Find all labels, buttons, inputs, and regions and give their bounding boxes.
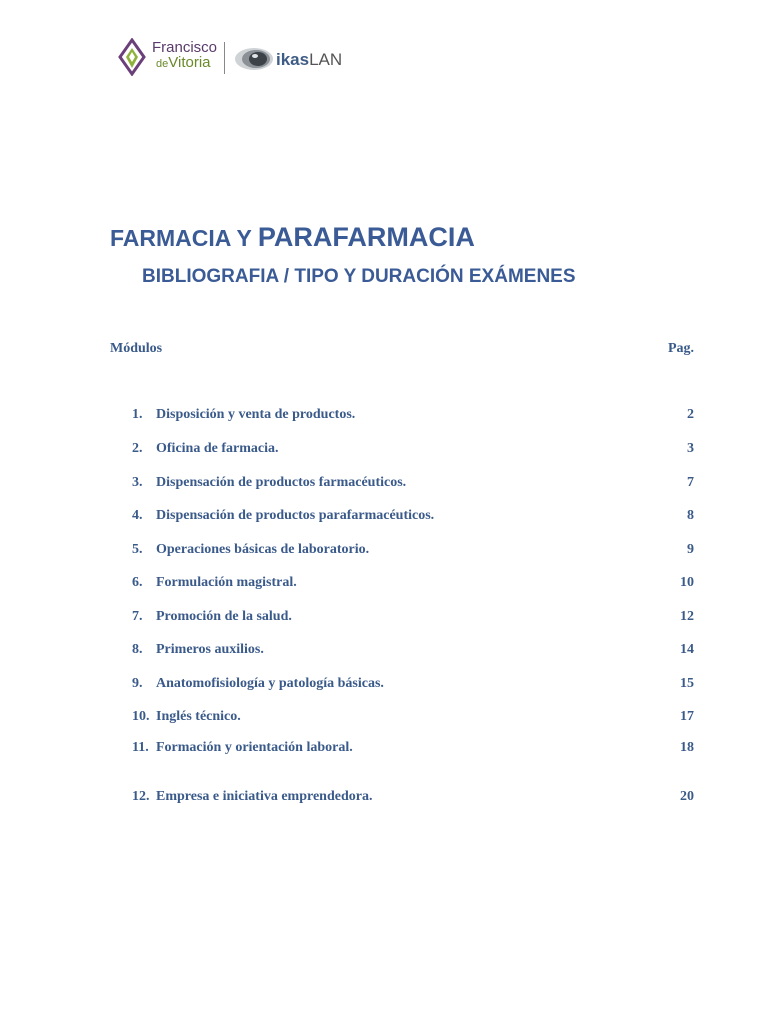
toc-item [132,407,694,425]
toc-item-number: 5. [132,542,143,557]
toc-item-page: 18 [680,740,694,755]
toc-item-title: Anatomofisiología y patología básicas. [156,676,384,691]
toc-item-title: Dispensación de productos farmacéuticos. [156,475,407,490]
toc-item-title: Dispensación de productos parafarmacéuticos. [156,508,435,523]
university-name-de: de [156,58,169,70]
toc-item-page: 9 [687,542,694,557]
toc-item-number: 6. [132,575,143,590]
university-name-vitoria: Vitoria [168,54,211,71]
toc-item-page: 12 [680,609,694,624]
toc-item-title: Operaciones básicas de laboratorio. [156,542,370,557]
toc-item-page: 14 [680,642,694,657]
toc-item-number: 9. [132,676,143,691]
toc-item-page: 20 [680,789,694,804]
toc-item-number: 1. [132,407,143,422]
toc-item [132,709,694,727]
toc-item-number: 4. [132,508,143,523]
toc-item [132,789,694,807]
toc-item-page: 15 [680,676,694,691]
toc-item-number: 11. [132,740,149,755]
page-header: Pag. [667,341,694,356]
toc-item [132,642,694,660]
toc-item [132,609,694,627]
toc-item-title: Empresa e iniciativa emprendedora. [156,789,373,804]
toc-item-number: 2. [132,441,143,456]
toc-item-page: 2 [687,407,694,422]
toc-item-number: 3. [132,475,143,490]
toc-item-page: 10 [680,575,694,590]
toc-item [132,508,694,526]
toc-item [132,575,694,593]
toc-item-title: Primeros auxilios. [156,642,264,657]
toc-item [132,441,694,459]
toc-item-title: Oficina de farmacia. [156,441,279,456]
toc-item-page: 8 [687,508,694,523]
title-part1: FARMACIA Y [110,225,258,251]
toc-item-number: 10. [132,709,150,724]
toc-item-title: Disposición y venta de productos. [156,407,356,422]
toc-item-number: 8. [132,642,143,657]
ikaslan-wordmark-light: LAN [309,50,343,69]
toc-item-number: 7. [132,609,143,624]
toc-item-number: 12. [132,789,150,804]
toc-item [132,542,694,560]
toc-item-title: Inglés técnico. [156,709,241,724]
modules-header: Módulos [110,341,163,356]
toc-item-page: 3 [687,441,694,456]
toc-item [132,676,694,694]
toc-item [132,740,694,758]
toc-item-page: 17 [680,709,694,724]
university-name-line1: Francisco [152,39,218,56]
toc-item-title: Formulación magistral. [156,575,297,590]
toc-item-title: Formación y orientación laboral. [156,740,353,755]
toc-item-page: 7 [687,475,694,490]
document-subtitle: BIBLIOGRAFIA / TIPO Y DURACIÓN EXÁMENES [142,266,576,287]
ikaslan-wordmark-bold: ikas [276,50,310,69]
toc-item [132,475,694,493]
toc-item-title: Promoción de la salud. [156,609,292,624]
title-part2: PARAFARMACIA [257,222,475,252]
